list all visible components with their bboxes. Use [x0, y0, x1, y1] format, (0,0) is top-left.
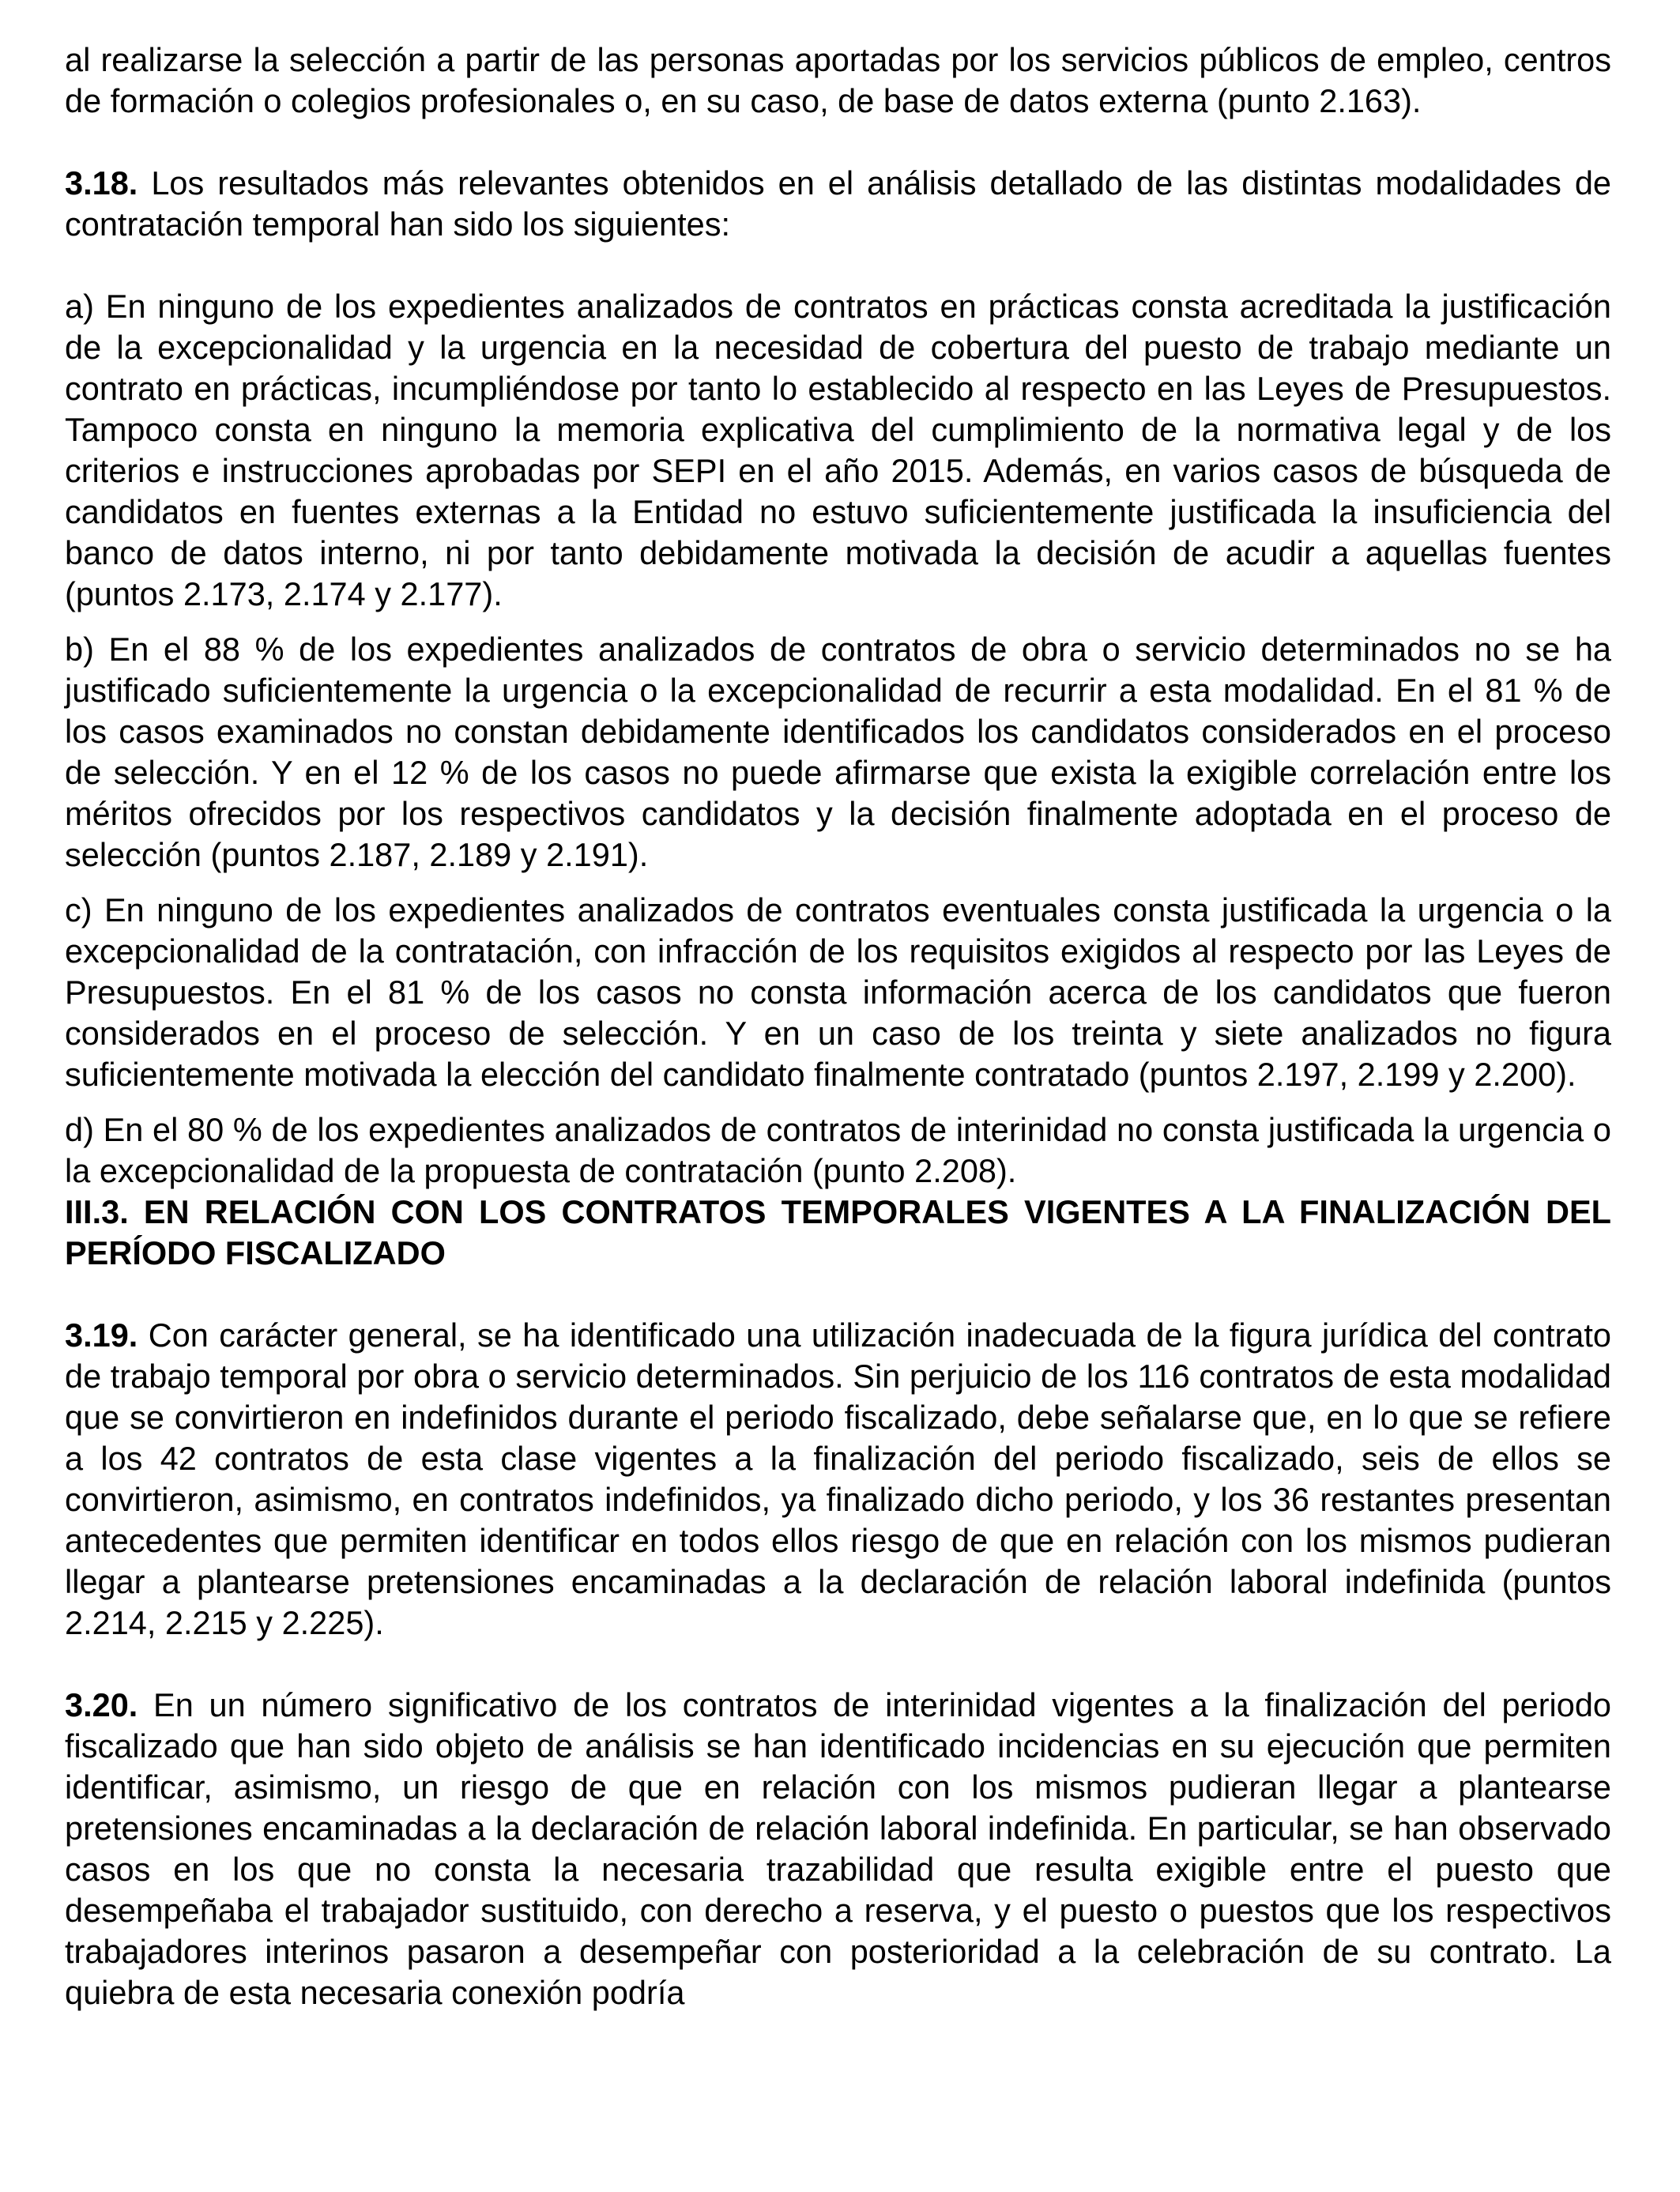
- paragraph-number: 3.20.: [65, 1686, 138, 1723]
- list-item-text: En el 80 % de los expedientes analizados de contratos de interinidad no consta justificada la urgencia o la excepcionalidad de la propuesta de contratación (punto 2.208).: [65, 1111, 1612, 1189]
- paragraph-text: Con carácter general, se ha identificado una utilización inadecuada de la figura jurídica del contrato de trabajo temporal por obra o servicio determinados. Sin perjuicio de los 116 contratos de esta modalidad que se convirtieron en indefinidos durante el periodo fiscalizado, debe señalarse que, en lo que se refiere a los 42 contratos de esta clase vigentes a la finalización del periodo fiscalizado, seis de ellos se convirtieron, asimismo, en contratos indefinidos, ya finalizado dicho periodo, y los 36 restantes presentan antecedentes que permiten identificar en todos ellos riesgo de que en relación con los mismos pudieran llegar a plantearse pretensiones encaminadas a la declaración de relación laboral indefinida (puntos 2.214, 2.215 y 2.225).: [65, 1316, 1611, 1641]
- paragraph-number: 3.19.: [65, 1316, 138, 1354]
- list-item-a: [65, 286, 1611, 615]
- paragraph-3-20: [65, 1685, 1611, 2013]
- paragraph-3-18: [65, 163, 1611, 245]
- list-item-b: [65, 629, 1611, 876]
- paragraph-text: En un número significativo de los contratos de interinidad vigentes a la finalización del periodo fiscalizado que han sido objeto de análisis se han identificado incidencias en su ejecución que permiten identificar, asimismo, un riesgo de que en relación con los mismos pudieran llegar a plantearse pretensiones encaminadas a la declaración de relación laboral indefinida. En particular, se han observado casos en los que no consta la necesaria trazabilidad que resulta exigible entre el puesto que desempeñaba el trabajador sustituido, con derecho a reserva, y el puesto o puestos que los respectivos trabajadores interinos pasaron a desempeñar con posterioridad a la celebración de su contrato. La quiebra de esta necesaria conexión podría: [65, 1686, 1612, 2011]
- list-item-c: [65, 890, 1611, 1095]
- list-item-text: En ninguno de los expedientes analizados de contratos eventuales consta justificada la urgencia o la excepcionalidad de la contratación, con infracción de los requisitos exigidos al respecto por las Leyes de Presupuestos. En el 81 % de los casos no consta información acerca de los candidatos que fueron considerados en el proceso de selección. Y en un caso de los treinta y siete analizados no figura suficientemente motivada la elección del candidato finalmente contratado (puntos 2.197, 2.199 y 2.200).: [65, 891, 1612, 1093]
- intro-paragraph: al realizarse la selección a partir de las personas aportadas por los servicios públicos de empleo, centros de formación o colegios profesionales o, en su caso, de base de datos externa (punto 2.163).: [65, 41, 1611, 119]
- list-item-d: [65, 1109, 1611, 1192]
- list-item-label: c): [65, 891, 92, 928]
- list-item-label: b): [65, 631, 94, 668]
- paragraph-3-19: [65, 1315, 1611, 1644]
- document-page: [65, 40, 1611, 2013]
- section-heading: III.3. EN RELACIÓN CON LOS CONTRATOS TEMPORALES VIGENTES A LA FINALIZACIÓN DEL PERÍODO FISCALIZADO: [65, 1193, 1611, 1271]
- list-item-text: En ninguno de los expedientes analizados de contratos en prácticas consta acreditada la justificación de la excepcionalidad y la urgencia en la necesidad de cobertura del puesto de trabajo mediante un contrato en prácticas, incumpliéndose por tanto lo establecido al respecto en las Leyes de Presupuestos. Tampoco consta en ninguno la memoria explicativa del cumplimiento de la normativa legal y de los criterios e instrucciones aprobadas por SEPI en el año 2015. Además, en varios casos de búsqueda de candidatos en fuentes externas a la Entidad no estuvo suficientemente justificada la insuficiencia del banco de datos interno, ni por tanto debidamente motivada la decisión de acudir a aquellas fuentes (puntos 2.173, 2.174 y 2.177).: [65, 288, 1612, 612]
- list-item-label: d): [65, 1111, 94, 1148]
- list-item-label: a): [65, 288, 94, 325]
- paragraph-text: Los resultados más relevantes obtenidos en el análisis detallado de las distintas modalidades de contratación temporal han sido los siguientes:: [65, 164, 1611, 243]
- list-item-text: En el 88 % de los expedientes analizados de contratos de obra o servicio determinados no se ha justificado suficientemente la urgencia o la excepcionalidad de recurrir a esta modalidad. En el 81 % de los casos examinados no constan debidamente identificados los candidatos considerados en el proceso de selección. Y en el 12 % de los casos no puede afirmarse que exista la exigible correlación entre los méritos ofrecidos por los respectivos candidatos y la decisión finalmente adoptada en el proceso de selección (puntos 2.187, 2.189 y 2.191).: [65, 631, 1612, 873]
- paragraph-number: 3.18.: [65, 164, 138, 201]
